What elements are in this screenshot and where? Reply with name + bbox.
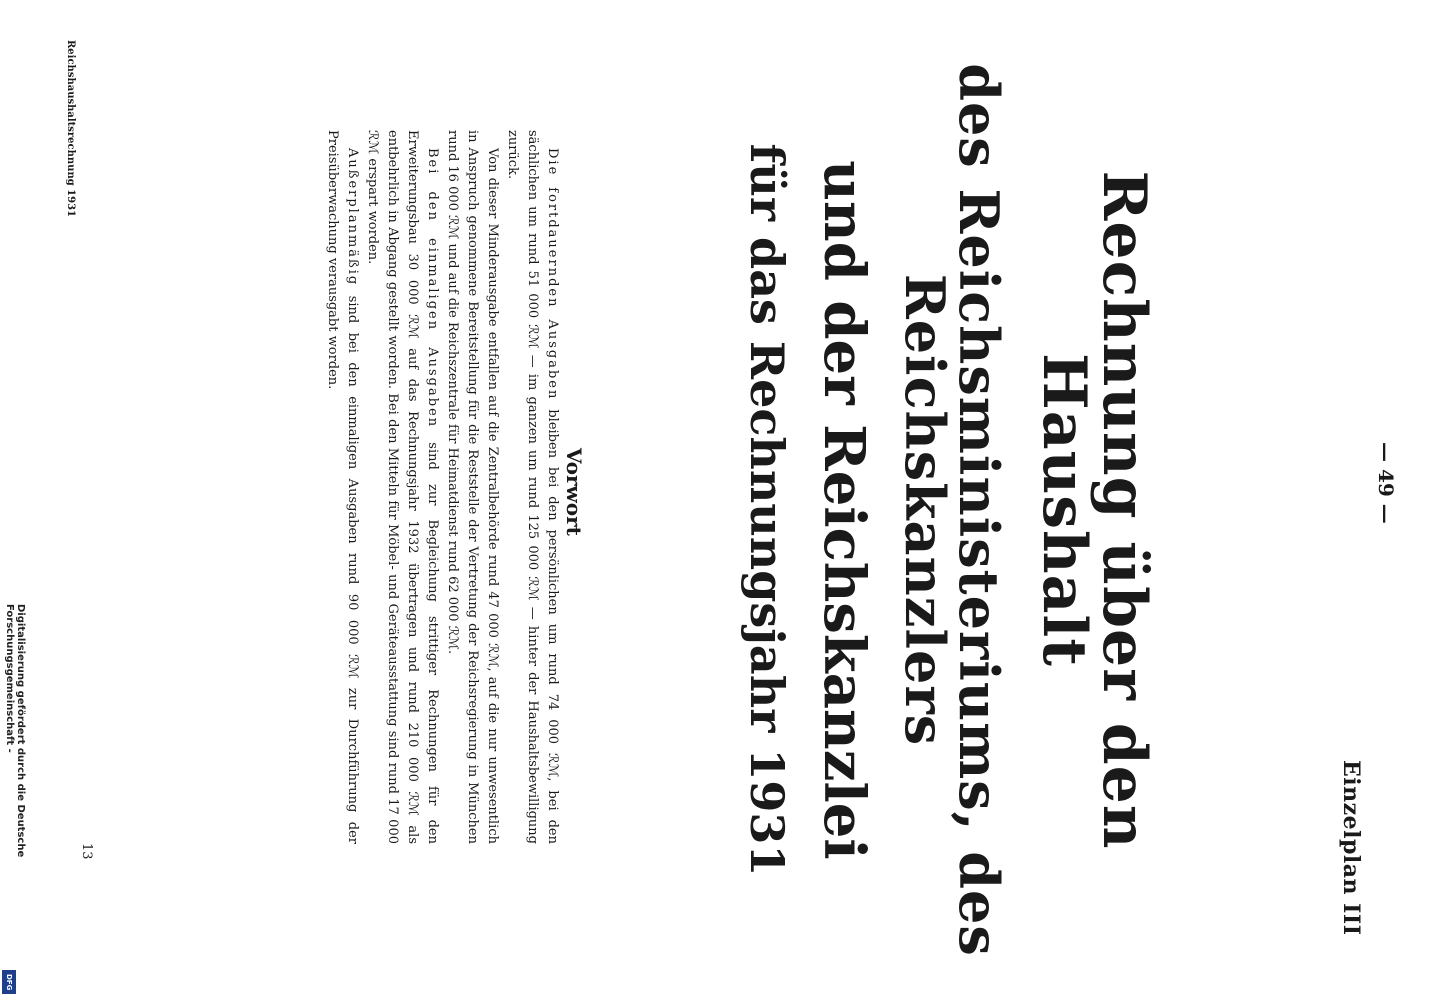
document-title	[740, 40, 1159, 980]
credit-text: Digitalisierung gefördert durch die Deutsche Forschungsgemeinschaft -	[4, 604, 26, 858]
paragraph-1-text: bleiben bei den persönlichen um rund 74 000 ℛℳ, bei den sächlichen um rund 51 000 ℛℳ — im ganzen um rund 125 000 ℛℳ — hinter der Haushaltsbewilligung zurück.	[505, 130, 560, 844]
title-line-2: des Reichsministeriums, des Reichskanzlers	[893, 63, 1011, 957]
einzelplan-label: Einzelplan III	[1338, 760, 1364, 936]
vorwort-body	[322, 130, 562, 844]
paragraph-1	[502, 130, 562, 844]
digitization-credit	[0, 604, 26, 996]
paragraph-2: Von dieser Minderausgabe entfallen auf die Zentralbehörde rund 47 000 ℛℳ, auf die nur unwesentlich in Anspruch genommene Bereitstellung für die Reststelle der Vertretung der Reichsregierung in München rund 16 000 ℛℳ und auf die Reichszentrale für Heimatdienst rund 62 000 ℛℳ.	[445, 130, 500, 844]
paragraph-4	[322, 130, 362, 844]
paragraph-3	[362, 130, 442, 844]
paragraph-4-lead: Außerplanmäßig	[345, 148, 360, 287]
paragraph-3-lead: Bei den einmaligen Ausgaben	[425, 148, 440, 429]
page-number: — 49 —	[1374, 442, 1398, 524]
sheet-number: 13	[79, 843, 94, 860]
title-line-1: Rechnung über den Haushalt	[1029, 170, 1159, 850]
paragraph-4-text: sind bei den einmaligen Ausgaben rund 90 000 ℛℳ zur Durchführung der Preisüberwachung verausgabt worden.	[325, 130, 360, 844]
dfg-logo-icon: DFG	[2, 970, 16, 994]
running-title: Reichshaushaltsrechnung 1931	[65, 40, 76, 218]
title-line-4: für das Rechnungsjahr 1931	[740, 143, 794, 877]
paragraph-1-lead: Die fortdauernden Ausgaben	[545, 148, 560, 401]
title-line-3: und der Reichskanzlei	[811, 160, 877, 860]
vorwort-heading: Vorwort	[562, 448, 586, 536]
paragraph-3-text: sind zur Begleichung strittiger Rechnungen für den Erweiterungsbau 30 000 ℛℳ auf das Rechnungsjahr 1932 übertragen und rund 210 000 ℛℳ als entbehrlich in Abgang gestellt worden. Bei den Mitteln für Möbel- und Geräteausstattung sind rund 17 000 ℛℳ erspart worden.	[365, 130, 440, 844]
